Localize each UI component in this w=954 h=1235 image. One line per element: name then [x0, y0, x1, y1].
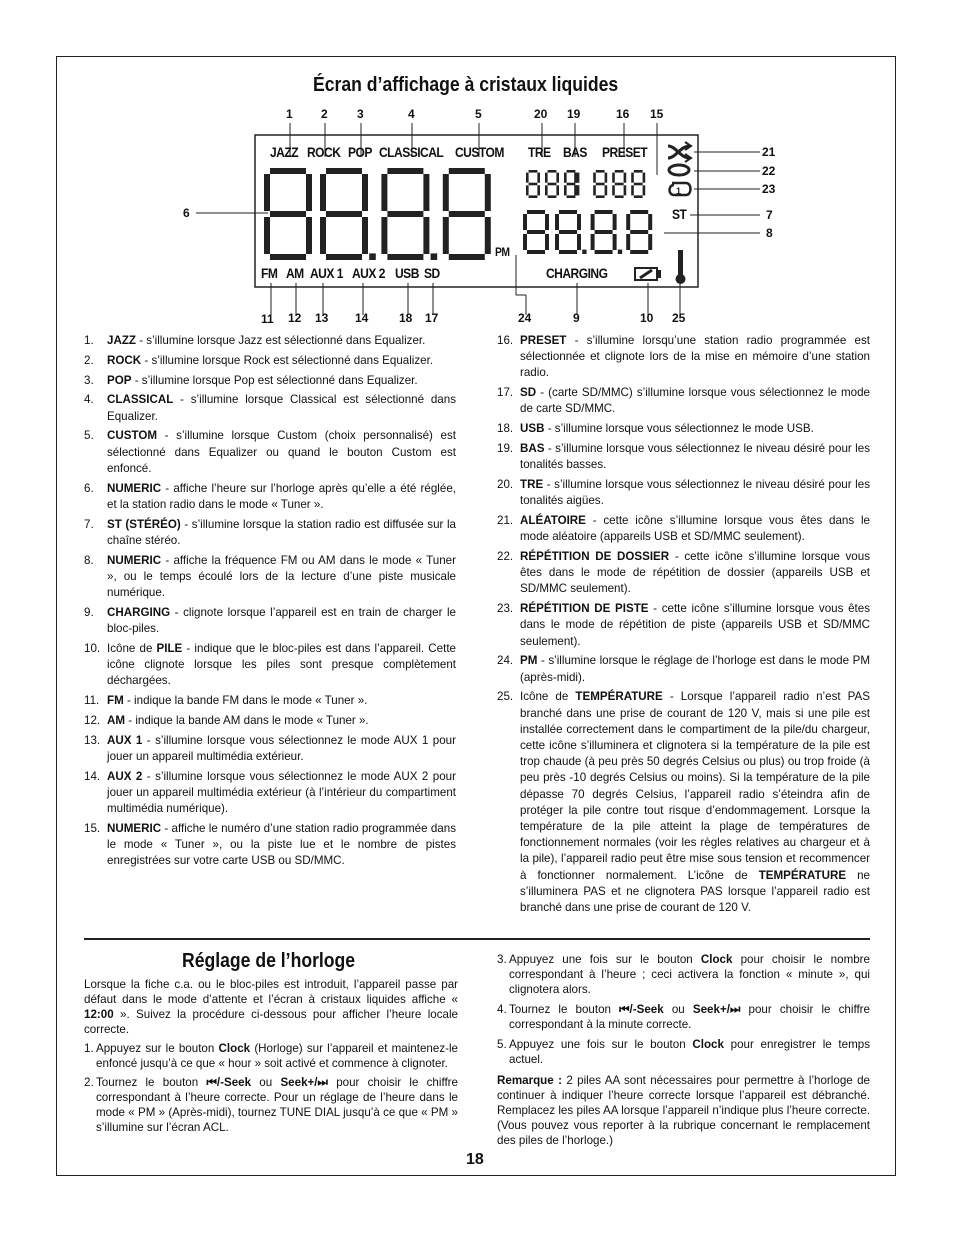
small-bottom-digit-segment — [545, 214, 549, 230]
small-top-digit-segment — [567, 195, 576, 198]
big-digit-segment — [270, 211, 306, 217]
small-top-digit-segment — [643, 185, 646, 195]
small-bottom-digit-segment — [559, 210, 577, 214]
small-top-digit-segment — [624, 173, 627, 183]
legend-item: 19. BAS - s’illumine lorsque vous sélectionnez le niveau désiré pour les tonalités basses. — [497, 442, 870, 472]
lcd-label-classical: CLASSICAL — [379, 144, 444, 160]
small-top-digit-segment — [574, 185, 577, 195]
clock-step-2: 2. Tournez le bouton ⏮/-Seek ou Seek+/⏭ pour choisir le chiffre correspondant à l’heure correcte. Pour un réglage de l’heure dans le mode « PM » (Après-midi), tournez TUNE DIAL jusqu’à ce que « PM » s’illumine sur l’écran ACL. — [84, 1076, 458, 1134]
clock-step-3: 3. Appuyez une fois sur le bouton Clock pour choisir le nombre correspondant à l’heure ; ceci activera la fonction « minute », qui clignotera alors. — [497, 953, 870, 996]
small-top-digit-segment — [593, 185, 596, 195]
clock-instructions-left — [84, 977, 458, 1139]
lcd-label-aux2: AUX 2 — [352, 265, 385, 281]
skip-back-icon: ⏮ — [206, 1076, 217, 1089]
thermometer-icon — [676, 250, 686, 284]
repeat-folder-icon — [669, 165, 689, 175]
small-top-digit-segment — [631, 173, 634, 183]
skip-forward-icon: ⏭ — [317, 1076, 328, 1089]
legend-item: 8. NUMERIC - affiche la fréquence FM ou AM dans le mode « Tuner », ou le temps écoulé lors de la lecture d’une piste musicale numérique. — [84, 553, 456, 599]
big-digit-segment — [362, 217, 368, 254]
small-bottom-digit-segment — [559, 230, 577, 234]
big-digit-segment — [443, 174, 449, 211]
clock-intro: Lorsque la fiche c.a. ou le bloc-piles est introduit, l’appareil passe par défaut dans le mode d’attente et l’écran à cristaux liquides affiche « 12:00 ». Suivez la procédure ci-dessous pour afficher l’heure locale correcte. — [84, 978, 458, 1036]
legend-item: 3. POP - s’illumine lorsque Pop est sélectionné dans Equalizer. — [84, 373, 418, 387]
lcd-drawing — [180, 105, 780, 330]
small-top-digit-segment — [634, 195, 643, 198]
small-bottom-digit-segment — [555, 234, 559, 250]
big-digit-segment — [362, 174, 368, 211]
lcd-section-title: Écran d’affichage à cristaux liquides — [313, 74, 619, 96]
small-bottom-digit-dot — [618, 250, 622, 254]
big-digit-segment — [264, 174, 270, 211]
shuffle-icon — [668, 142, 691, 162]
small-top-digit-segment — [537, 185, 540, 195]
lcd-label-rock: ROCK — [307, 144, 341, 160]
legend-item: 21. ALÉATOIRE - cette icône s’illumine lorsque vous êtes dans le mode aléatoire (appareils USB et SD/MMC seulement). — [497, 514, 870, 544]
big-digit-segment — [320, 217, 326, 254]
legend-item: 20. TRE - s’illumine lorsque vous sélectionnez le niveau désiré pour les tonalités aigües. — [497, 478, 870, 508]
small-bottom-digit-segment — [591, 214, 595, 230]
clock-step-5: 5. Appuyez une fois sur le bouton Clock pour enregistrer le temps actuel. — [497, 1038, 870, 1066]
small-top-digit-segment — [574, 173, 577, 183]
callout-25: 25 — [672, 311, 686, 325]
callout-10: 10 — [640, 311, 654, 325]
big-digit-segment — [381, 217, 387, 254]
small-top-digit-segment — [596, 170, 605, 173]
lcd-label-jazz: JAZZ — [270, 144, 299, 160]
callout-18: 18 — [399, 311, 413, 325]
small-top-digit-segment — [526, 185, 529, 195]
clock-section-title: Réglage de l’horloge — [182, 950, 356, 972]
lcd-label-sd: SD — [424, 265, 440, 281]
section-divider — [84, 938, 870, 940]
small-bottom-digit-segment — [630, 250, 648, 254]
small-top-digit-segment — [612, 185, 615, 195]
lcd-label-st: ST — [672, 206, 687, 222]
small-bottom-digit-segment — [595, 210, 613, 214]
lcd-label-usb: USB — [395, 265, 419, 281]
small-top-digit-segment — [537, 173, 540, 183]
small-top-digit-segment — [556, 185, 559, 195]
callout-7: 7 — [766, 208, 773, 222]
small-bottom-digit-segment — [626, 234, 630, 250]
small-top-digit-segment — [548, 195, 557, 198]
callout-16: 16 — [616, 107, 630, 121]
legend-item: 18. USB - s’illumine lorsque vous sélectionnez le mode USB. — [497, 422, 814, 436]
small-bottom-digit-segment — [613, 234, 617, 250]
legend-item: 9. CHARGING - clignote lorsque l’appareil est en train de charger le bloc-piles. — [84, 605, 456, 635]
legend-item: 12. AM - indique la bande AM dans le mode « Tuner ». — [84, 713, 369, 727]
small-bottom-digit-segment — [591, 234, 595, 250]
big-digit-segment — [449, 168, 485, 174]
small-bottom-digit-segment — [630, 210, 648, 214]
callout-15: 15 — [650, 107, 664, 121]
lcd-label-pm: PM — [495, 245, 510, 259]
small-top-digit-segment — [634, 183, 643, 186]
small-top-digit-segment — [529, 170, 538, 173]
small-top-digit-segment — [612, 173, 615, 183]
big-digit-segment — [449, 211, 485, 217]
big-numeric-display — [264, 168, 491, 260]
small-top-digit-segment — [564, 173, 567, 183]
small-bottom-digit-segment — [555, 214, 559, 230]
small-top-digit-segment — [643, 173, 646, 183]
callout-9: 9 — [573, 311, 580, 325]
callout-3: 3 — [357, 107, 364, 121]
lcd-label-preset: PRESET — [602, 144, 648, 160]
big-digit-segment — [306, 174, 312, 211]
legend-item: 1. JAZZ - s’illumine lorsque Jazz est sélectionné dans Equalizer. — [84, 334, 426, 347]
small-bottom-digit-segment — [545, 234, 549, 250]
legend-item: 6. NUMERIC - affiche l’heure sur l’horloge après qu’elle a été réglée, et la station radio dans le mode « Tuner ». — [84, 481, 456, 511]
big-digit-segment — [423, 217, 429, 254]
small-bottom-digit-segment — [577, 234, 581, 250]
small-bottom-digit-segment — [527, 210, 545, 214]
big-digit-segment — [270, 254, 306, 260]
clock-instructions-right — [497, 952, 870, 1152]
lcd-label-bas: BAS — [563, 144, 587, 160]
legend-item: 13. AUX 1 - s’illumine lorsque vous sélectionnez le mode AUX 1 pour jouer un appareil multimédia extérieur. — [84, 733, 456, 763]
callout-1: 1 — [286, 107, 293, 121]
lcd-legend-right — [497, 333, 870, 920]
legend-item: 10. Icône de PILE - indique que le bloc-piles est dans l’appareil. Cette icône clignote lorsque les piles sont presque complètement déchargées. — [84, 641, 456, 688]
lcd-legend-left — [84, 333, 456, 873]
small-top-digit-segment — [577, 185, 580, 195]
small-bottom-digit-segment — [523, 214, 527, 230]
big-digit-segment — [326, 211, 362, 217]
legend-item: 24. PM - s’illumine lorsque le réglage de l’horloge est dans le mode PM (après-midi). — [497, 654, 870, 684]
small-top-digit-segment — [526, 173, 529, 183]
small-bottom-digit-segment — [523, 234, 527, 250]
callout-5: 5 — [475, 107, 482, 121]
svg-text:1: 1 — [676, 186, 682, 196]
small-bottom-digit-segment — [630, 230, 648, 234]
lcd-label-fm: FM — [261, 265, 278, 281]
big-digit-dot — [431, 253, 438, 260]
big-digit-segment — [264, 217, 270, 254]
skip-forward-icon: ⏭ — [729, 1003, 741, 1016]
callout-8: 8 — [766, 226, 773, 240]
small-top-digit-segment — [564, 185, 567, 195]
big-digit-segment — [387, 168, 423, 174]
lcd-label-custom: CUSTOM — [455, 144, 504, 160]
small-numeric-bottom — [523, 210, 652, 254]
legend-item: 11. FM - indique la bande FM dans le mode « Tuner ». — [84, 694, 368, 707]
big-digit-segment — [443, 217, 449, 254]
big-digit-segment — [381, 174, 387, 211]
small-top-digit-segment — [615, 195, 624, 198]
legend-item: 7. ST (STÉRÉO) - s’illumine lorsque la station radio est diffusée sur la chaîne stéréo. — [84, 517, 456, 547]
big-digit-segment — [423, 174, 429, 211]
lcd-diagram — [180, 105, 780, 330]
small-top-digit-segment — [567, 170, 576, 173]
small-bottom-digit-segment — [527, 230, 545, 234]
callout-23: 23 — [762, 182, 776, 196]
small-top-digit-segment — [634, 170, 643, 173]
small-bottom-digit-segment — [559, 250, 577, 254]
small-top-digit-segment — [631, 185, 634, 195]
big-digit-segment — [326, 254, 362, 260]
small-top-digit-segment — [529, 183, 538, 186]
big-digit-segment — [270, 168, 306, 174]
small-top-digit-segment — [567, 183, 576, 186]
legend-item: 22. RÉPÉTITION DE DOSSIER - cette icône s’illumine lorsque vous êtes dans le mode de répétition de dossier (appareils USB et SD/MMC seulement). — [497, 550, 870, 596]
small-bottom-digit-segment — [595, 250, 613, 254]
callout-12: 12 — [288, 311, 302, 325]
big-digit-segment — [306, 217, 312, 254]
big-digit-segment — [387, 254, 423, 260]
small-top-digit-segment — [596, 183, 605, 186]
callout-13: 13 — [315, 311, 329, 325]
small-top-digit-segment — [615, 170, 624, 173]
small-top-digit-segment — [577, 173, 580, 183]
small-bottom-digit-segment — [527, 250, 545, 254]
small-top-digit-segment — [624, 185, 627, 195]
lcd-label-charging: CHARGING — [546, 265, 608, 281]
big-digit-segment — [485, 174, 491, 211]
small-top-digit-segment — [529, 195, 538, 198]
callout-22: 22 — [762, 164, 776, 178]
callout-21: 21 — [762, 145, 776, 159]
small-top-digit-segment — [548, 170, 557, 173]
legend-item: 14. AUX 2 - s’illumine lorsque vous sélectionnez le mode AUX 2 pour jouer un appareil multimédia extérieur (à l’intérieur du compartiment multimédia numérique). — [84, 769, 456, 815]
small-bottom-digit-segment — [613, 214, 617, 230]
lcd-label-aux1: AUX 1 — [310, 265, 343, 281]
clock-note: Remarque : 2 piles AA sont nécessaires pour permettre à l’horloge de continuer à indiquer l’heure correcte lorsque l’appareil est débranché. Remplacez les piles AA lorsque l’appareil n’indique plus l’heure correcte. (Vous pouvez vous reporter à la rubrique concernant le remplacement des piles de l’horloge.) — [497, 1074, 870, 1147]
callout-6: 6 — [183, 206, 190, 220]
callout-20: 20 — [534, 107, 548, 121]
big-digit-dot — [369, 253, 376, 260]
callout-11: 11 — [261, 312, 274, 326]
legend-item: 4. CLASSICAL - s’illumine lorsque Classical est sélectionné dans Equalizer. — [84, 393, 456, 423]
small-bottom-digit-segment — [595, 230, 613, 234]
small-top-digit-segment — [545, 185, 548, 195]
small-numeric-top — [526, 170, 645, 198]
callout-19: 19 — [567, 107, 581, 121]
big-digit-segment — [387, 211, 423, 217]
skip-back-icon: ⏮ — [619, 1003, 630, 1016]
small-bottom-digit-dot — [582, 250, 586, 254]
big-digit-segment — [320, 174, 326, 211]
small-top-digit-segment — [605, 185, 608, 195]
small-bottom-digit-segment — [648, 214, 652, 230]
small-top-digit-segment — [596, 195, 605, 198]
legend-item: 25. Icône de TEMPÉRATURE - Lorsque l’appareil radio n’est PAS branché dans une prise de courant de 120 V, mais si une pile est installée correctement dans le compartiment de la pile/du chargeur, cette icône s’illuminera et clignotera si la température de la pile est trop chaude (à peu près 50 degrés Celsius ou plus) ou trop froide (à peu près -10 degrés Celsius ou moins). Si la température de la pile dépasse 70 degrés Celsius, l’appareil radio s’éteindra afin de protéger la pile contre tout risque d’endommagement. Lorsque la température de la pile atteint la plage de températures de fonctionnement normales (voir les règles relatives au chargeur et à la pile), l’appareil radio peut être mise sous tension et recommencer à fonctionner normalement. L’icône de TEMPÉRATURE ne s’illuminera PAS et ne clignotera PAS lorsque l’appareil radio est branché dans une prise de courant de 120 V. — [497, 690, 870, 915]
legend-item: 17. SD - (carte SD/MMC) s’illumine lorsque vous sélectionnez le mode de carte SD/MMC. — [497, 386, 870, 416]
small-top-digit-segment — [615, 183, 624, 186]
small-top-digit-segment — [605, 173, 608, 183]
legend-item: 2. ROCK - s’illumine lorsque Rock est sélectionné dans Equalizer. — [84, 353, 434, 367]
small-bottom-digit-segment — [626, 214, 630, 230]
callout-14: 14 — [355, 311, 369, 325]
legend-item: 15. NUMERIC - affiche le numéro d’une station radio programmée dans le mode « Tuner », ou la piste lue et le nombre de pistes enregistrées sur votre carte USB ou SD/MMC. — [84, 821, 456, 868]
legend-item: 5. CUSTOM - s’illumine lorsque Custom (choix personnalisé) est sélectionné dans Equalizer ou quand le bouton Custom est enfoncé. — [84, 429, 456, 475]
small-top-digit-segment — [545, 173, 548, 183]
lcd-label-am: AM — [286, 265, 304, 281]
small-bottom-digit-segment — [577, 214, 581, 230]
callout-24: 24 — [518, 311, 532, 325]
clock-step-4: 4. Tournez le bouton ⏮/-Seek ou Seek+/⏭ pour choisir le chiffre correspondant à la minute correcte. — [497, 1003, 870, 1031]
repeat-track-icon — [670, 183, 691, 196]
small-top-digit-segment — [556, 173, 559, 183]
callout-4: 4 — [408, 107, 415, 121]
callout-2: 2 — [321, 107, 328, 121]
lcd-label-pop: POP — [348, 144, 372, 160]
big-digit-segment — [449, 254, 485, 260]
lcd-label-tre: TRE — [528, 144, 551, 160]
legend-item: 23. RÉPÉTITION DE PISTE - cette icône s’illumine lorsque vous êtes dans le mode de répétition de piste (appareils USB et SD/MMC seulement). — [497, 602, 870, 648]
small-bottom-digit-segment — [648, 234, 652, 250]
small-top-digit-segment — [593, 173, 596, 183]
page-number: 18 — [466, 1151, 484, 1168]
clock-step-1: 1. Appuyez sur le bouton Clock (Horloge) sur l’appareil et maintenez-le enfoncé jusqu’à ce que « hour » soit activé et commence à clignoter. — [84, 1042, 459, 1070]
small-top-digit-segment — [548, 183, 557, 186]
battery-icon — [635, 268, 660, 280]
callout-17: 17 — [425, 311, 439, 325]
big-digit-segment — [326, 168, 362, 174]
big-digit-segment — [485, 217, 491, 254]
legend-item: 16. PRESET - s’illumine lorsqu’une station radio programmée est sélectionnée et clignote lors de la mise en mémoire d’une station radio. — [497, 334, 870, 380]
